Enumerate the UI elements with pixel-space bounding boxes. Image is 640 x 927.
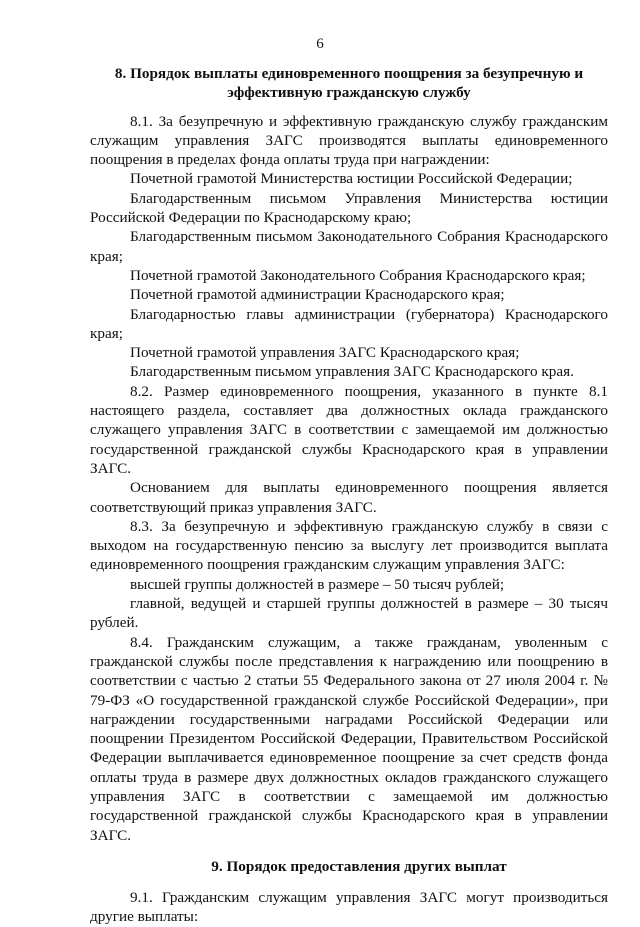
list-item: Почетной грамотой управления ЗАГС Краснодарского края; bbox=[130, 344, 520, 362]
paragraph-8-4: 8.4. Гражданским служащим, а также гражданам, уволенным с гражданской службы после представления к награждению или поощрению в соответствии с частью 2 статьи 55 Федерального закона от 27 июля 2004 г. № 79-ФЗ «О государственной гражданской службе Российской Федерации», при награждении государственными наградами Российской Федерации или поощрении Президентом Российской Федерации, Правительством Российской Федерации выплачивается единовременное поощрение за счет средств фонда оплаты труда в размере двух должностных окладов гражданского служащего управления ЗАГС в соответствии с замещаемой им должностью государственной гражданской службы Краснодарского края в управлении ЗАГС. bbox=[90, 633, 608, 844]
list-item: Благодарственным письмом управления ЗАГС Краснодарского края. bbox=[130, 363, 574, 381]
page-number: 6 bbox=[316, 36, 324, 52]
paragraph-9-1: 9.1. Гражданским служащим управления ЗАГС могут производиться другие выплаты: bbox=[90, 889, 608, 926]
paragraph-8-1: 8.1. За безупречную и эффективную гражданскую службу гражданским служащим управления ЗАГС производятся выплаты единовременного поощрения в пределах фонда оплаты труда при награждении: bbox=[90, 112, 608, 169]
list-item: Благодарственным письмом Законодательного Собрания Краснодарского края; bbox=[90, 228, 608, 265]
paragraph-8-3: 8.3. За безупречную и эффективную гражданскую службу в связи с выходом на государственную пенсию за выслугу лет производится выплата единовременного поощрения гражданским служащим управления ЗАГС: bbox=[90, 517, 608, 574]
list-item: Благодарностью главы администрации (губернатора) Краснодарского края; bbox=[90, 305, 608, 342]
list-item: главной, ведущей и старшей группы должностей в размере – 30 тысяч рублей. bbox=[90, 595, 608, 632]
section-8-heading: 8. Порядок выплаты единовременного поощрения за безупречную и эффективную гражданскую службу bbox=[114, 65, 584, 102]
paragraph-8-2: 8.2. Размер единовременного поощрения, указанного в пункте 8.1 настоящего раздела, составляет два должностных оклада гражданского служащего управления ЗАГС в соответствии с замещаемой им должностью государственной гражданской службы Краснодарского края в управлении ЗАГС. bbox=[90, 382, 608, 477]
list-item: Почетной грамотой Законодательного Собрания Краснодарского края; bbox=[130, 266, 586, 284]
list-item: Почетной грамотой администрации Краснодарского края; bbox=[130, 286, 505, 304]
paragraph-basis: Основанием для выплаты единовременного поощрения является соответствующий приказ управления ЗАГС. bbox=[90, 479, 608, 516]
list-item: высшей группы должностей в размере – 50 тысяч рублей; bbox=[130, 575, 505, 593]
list-item: Благодарственным письмом Управления Министерства юстиции Российской Федерации по Краснодарскому краю; bbox=[90, 189, 608, 227]
list-item: Почетной грамотой Министерства юстиции Российской Федерации; bbox=[130, 170, 573, 188]
section-9-heading: 9. Порядок предоставления других выплат bbox=[211, 857, 507, 875]
document-body bbox=[90, 64, 608, 927]
